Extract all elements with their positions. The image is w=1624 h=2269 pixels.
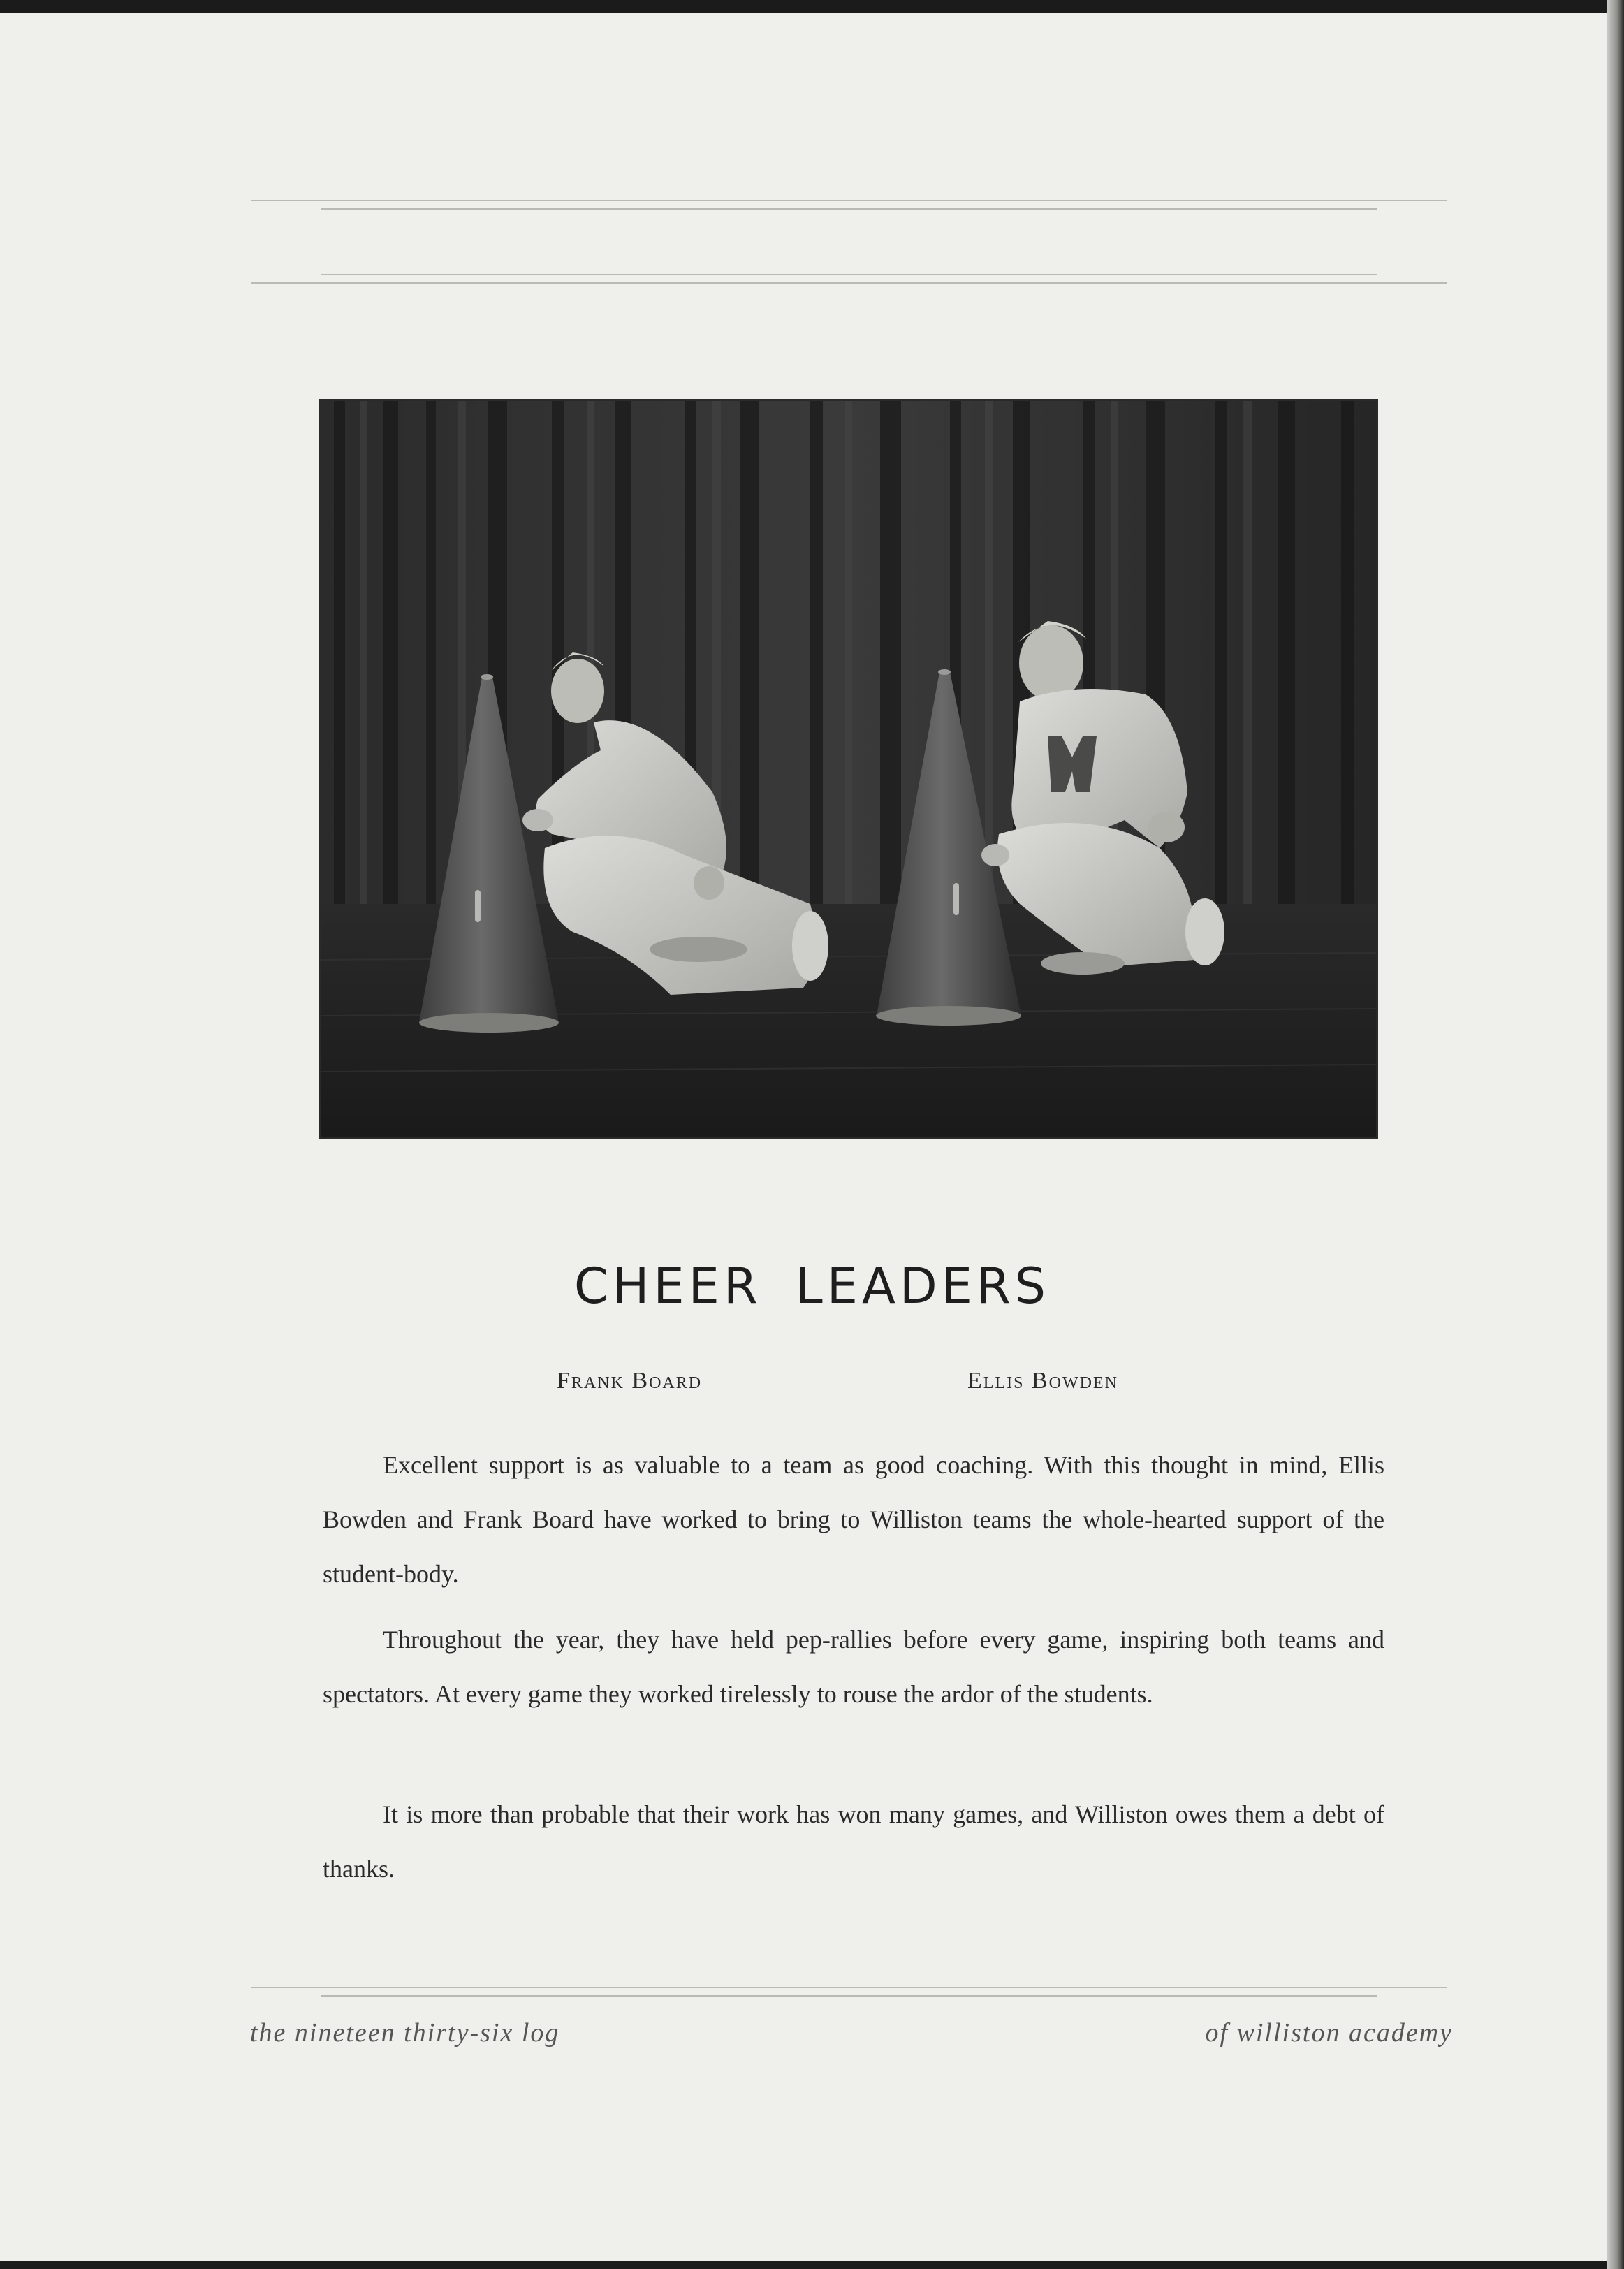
footer-rule: [321, 1995, 1377, 1997]
footer-rule: [251, 1987, 1447, 1988]
page-title: CHEER LEADERS: [573, 1257, 1051, 1315]
cheerleader-name: Ellis Bowden: [967, 1368, 1118, 1394]
cheerleaders-photo: [319, 399, 1378, 1139]
page-edge: [1607, 0, 1624, 2269]
header-rule: [251, 282, 1447, 284]
header-rule: [251, 200, 1447, 201]
cheerleader-name: Frank Board: [557, 1368, 703, 1394]
photo-illustration: [321, 401, 1376, 1137]
footer-left: the nineteen thirty-six log: [250, 2018, 560, 2048]
header-rule: [321, 274, 1377, 275]
body-paragraph: Throughout the year, they have held pep-rallies before every game, inspiring both teams and spectators. At every game they worked tirelessly to rouse the ardor of the students.: [323, 1626, 1384, 1708]
body-paragraph: It is more than probable that their work has won many games, and Williston owes them a debt of thanks.: [323, 1800, 1384, 1883]
body-paragraph: Excellent support is as valuable to a team as good coaching. With this thought in mind, Ellis Bowden and Frank Board have worked to bring to Williston teams the whole-hearted support of the student-body.: [323, 1451, 1384, 1588]
header-rule: [321, 208, 1377, 210]
footer-right: of williston academy: [1205, 2018, 1453, 2048]
yearbook-page: [0, 13, 1607, 2261]
